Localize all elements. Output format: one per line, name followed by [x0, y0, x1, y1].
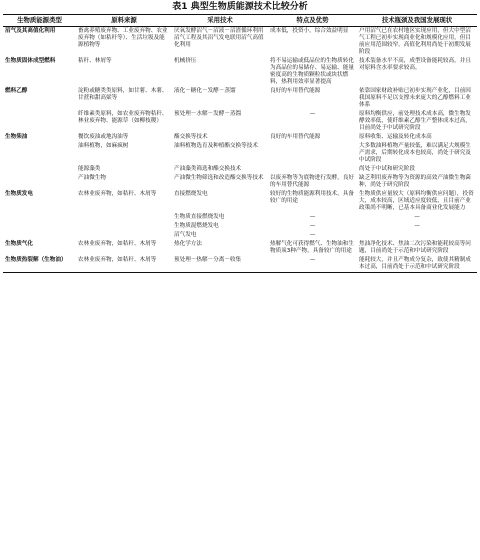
cell-tech: 预处理－水解－发酵－蒸馏 [174, 111, 242, 117]
cell-source: 农林业废弃物，如秸秆、木屑等 [78, 191, 157, 197]
cell-advantage: — [309, 111, 316, 117]
cell-source [76, 222, 172, 231]
cell-advantage: — [309, 223, 316, 229]
header-source: 原料来源 [76, 15, 172, 27]
cell-source: 油料植物，如麻疯树 [78, 143, 129, 149]
table-caption: 表1 典型生物质能源技术比较分析 [172, 2, 308, 12]
table-row [3, 87, 477, 110]
cell-source [76, 213, 172, 222]
cell-source: 畜禽养殖废弃物、工业废弃物、农业废弃物（如秸秆等）、生活垃圾及能源植物等 [78, 28, 168, 48]
cell-source: 农林业废弃物，如秸秆、木屑等 [76, 256, 172, 273]
cell-advantage: 良好的车用替代能源 [270, 134, 321, 140]
table-row [3, 57, 477, 87]
cell-type [3, 142, 76, 165]
cell-advantage: 以废弃物等为底物进行发酵，良好的车用替代能源 [270, 175, 354, 188]
cell-status: — [414, 214, 420, 220]
cell-type: 生物柴油 [5, 134, 28, 140]
table-row [3, 165, 477, 174]
cell-source: 淀粉或糖类类原料，如甘薯、木薯、甘蔗和甜高粱等 [78, 88, 168, 101]
cell-advantage: — [268, 256, 357, 273]
cell-source: 农林业废弃物，如秸秆、木屑等 [78, 241, 157, 247]
cell-status [357, 231, 477, 240]
cell-type: 生物质发电 [5, 191, 33, 197]
cell-status: 缺乏利用废弃物等为资源的高效产油微生物菌种，尚处于研究阶段 [359, 175, 471, 188]
table-row [3, 231, 477, 240]
cell-tech: 油料植物选育及种植酯交换等技术 [174, 143, 258, 149]
cell-tech: 直接燃烧发电 [174, 191, 208, 197]
table-row [3, 256, 477, 273]
cell-status: 原料均衡供应，前处理技术成本高，微生物发酵效率低，使纤维素乙醇生产整体成本过高，目前尚处于中试研究阶段 [359, 111, 471, 131]
header-row [3, 15, 477, 27]
cell-type [3, 231, 76, 240]
table-row [3, 174, 477, 190]
cell-type [3, 110, 76, 133]
cell-tech: 厌氧发酵沼气－沼液－沼渣循环利用沼气工程及其沼气发电联用沼气高值化利用 [174, 28, 264, 48]
cell-status: 尚处于中试和研究阶段 [359, 166, 415, 172]
table-row [3, 110, 477, 133]
cell-tech: 机械挤压 [174, 58, 197, 64]
table-body [3, 27, 477, 273]
table-row [3, 27, 477, 58]
cell-status: 技术装备水平不高，成型设备能耗较高，并且对原料含水率要求较高。 [359, 58, 471, 71]
cell-source [76, 231, 172, 240]
table-row [3, 133, 477, 142]
cell-status: 户用沼气已在农村地区实现应用，但大中型沼气工程已初步实现商业化和规模化应用，但目前应用范围较窄，高值化利用尚处于初期发展阶段 [359, 28, 471, 55]
header-type: 生物质能源类型 [3, 15, 76, 27]
cell-status: — [414, 223, 420, 229]
cell-source: 秸秆、林屑等 [78, 58, 112, 64]
header-status: 技术瓶颈及我国发展现状 [357, 15, 477, 27]
header-tech: 采用技术 [172, 15, 268, 27]
cell-tech: 液化－糖化－发酵－蒸馏 [174, 88, 236, 94]
cell-type: 生物质热裂解（生物油） [3, 256, 76, 273]
cell-advantage: 良好的车用替代能源 [270, 88, 321, 94]
cell-type [3, 213, 76, 222]
table-row [3, 240, 477, 256]
cell-tech: 预处理－热解－分离－收集 [172, 256, 268, 273]
cell-status: 焦油净化技术、焦油二次污染和能耗较高等问题，目前尚处于示范和中试研究阶段 [359, 241, 471, 254]
cell-source: 餐饮废油或地沟油等 [78, 134, 129, 140]
cell-advantage [268, 142, 357, 165]
cell-type [3, 165, 76, 174]
cell-source: 能源藻类 [78, 166, 101, 172]
cell-status: 原料收集、运输及转化成本高 [359, 134, 432, 140]
cell-tech: 生物质混燃烧发电 [174, 223, 219, 229]
cell-type: 生物质固体成型燃料 [5, 58, 56, 64]
cell-status: 能耗较大，并且产物成分复杂，致使其精制成本过高，目前尚处于示范和中试研究阶段 [357, 256, 477, 273]
comparison-table [3, 14, 477, 273]
table-row [3, 142, 477, 165]
cell-type [3, 222, 76, 231]
cell-advantage [268, 165, 357, 174]
cell-advantage: 将不易运输或低品位的生物质转化为高品位的易储存、易运输、能量密度高的生物质颗粒状或块状燃料，热利用效率显著提高 [270, 58, 354, 85]
header-advantage: 特点及优势 [268, 15, 357, 27]
cell-advantage: — [309, 232, 316, 238]
cell-advantage: 热解气化可获得燃气、生物油和生物质炭3种产物，具备较广的用途 [270, 241, 354, 254]
cell-type: 生物质气化 [5, 241, 33, 247]
cell-tech: 沼气发电 [174, 232, 197, 238]
cell-type [3, 174, 76, 190]
cell-type: 燃料乙醇 [5, 88, 28, 94]
table-row [3, 190, 477, 213]
cell-tech: 生物质直接燃烧发电 [174, 214, 225, 220]
table-row [3, 213, 477, 222]
cell-tech: 热化学方法 [174, 241, 202, 247]
cell-type: 沼气及其高值化利用 [5, 28, 56, 34]
cell-advantage: — [309, 214, 316, 220]
cell-tech: 产油藻类筛选和酯交换技术 [174, 166, 242, 172]
table-row [3, 222, 477, 231]
cell-status: 生物质供应量较大（原料均衡供应问题），投资大，成本较高，区域适应度较低，且目前产业政策尚不明晰，已基本具备商业化发展能力 [359, 191, 474, 211]
cell-tech: 酯交换等技术 [174, 134, 208, 140]
cell-source: 纤维素类原料，如农业废弃物秸秆、林业废弃物、能源草（如柳枝稷） [78, 111, 168, 124]
cell-advantage: 较好的生物质能源利用技术，具备较广的用途 [270, 191, 354, 204]
cell-advantage: 成本低，投资小，综合效益明显 [270, 28, 349, 34]
cell-status: 依靠国家财政补贴已初步实现产业化，目前因我国原料不足以支撑未来庞大的乙醇燃料工业体系 [359, 88, 471, 108]
cell-source: 产油微生物 [78, 175, 106, 181]
cell-tech: 产油微生物筛选和改造酯交换等技术 [174, 175, 264, 181]
cell-status: 大多数油料植物产量较低，难以满足大规模生产需求，后期转化成本也较高，尚处于研究及中试阶段 [359, 143, 471, 163]
